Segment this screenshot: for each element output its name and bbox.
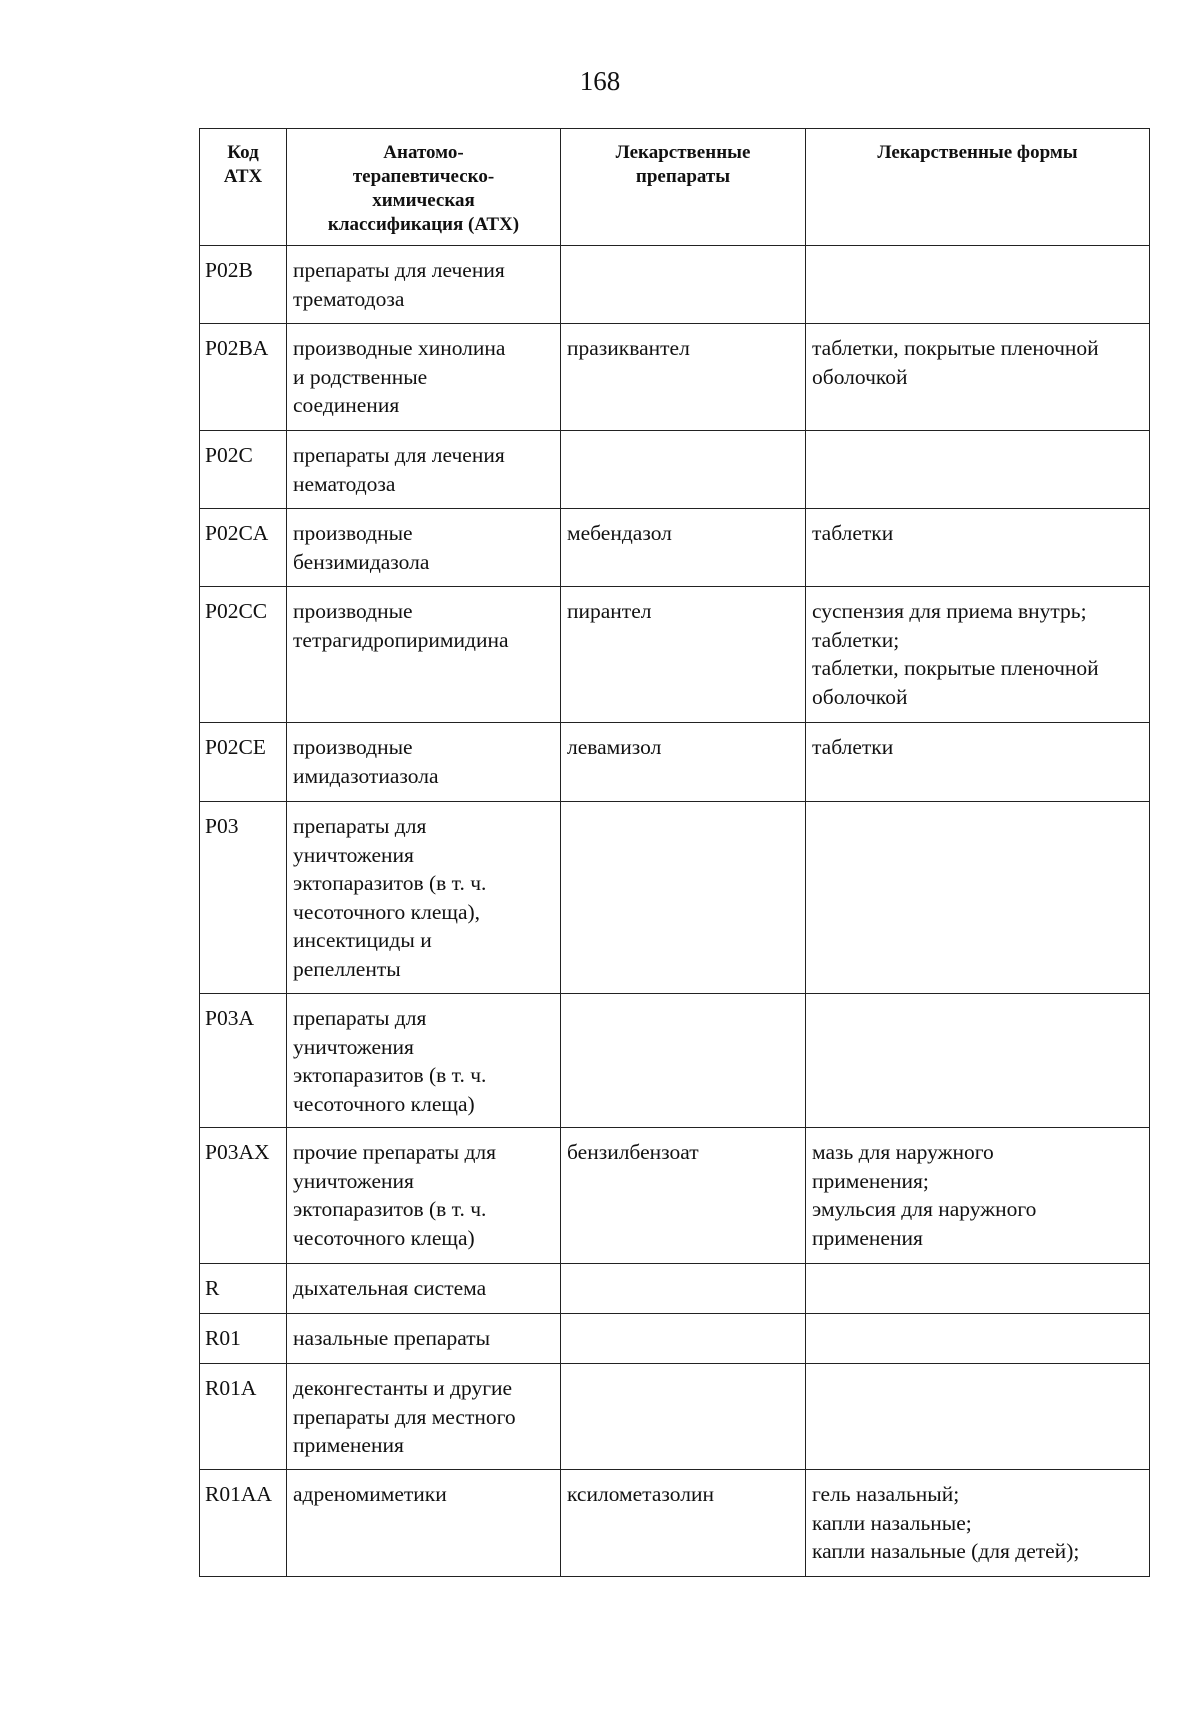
atx-code: R <box>200 1264 287 1314</box>
dosage-forms: гель назальный; капли назальные; капли назальные (для детей); <box>806 1470 1150 1577</box>
atx-classification: препараты для уничтожения эктопаразитов (в т. ч. чесоточного клеща), инсектициды и репелленты <box>287 802 561 994</box>
header-code: Код АТХ <box>200 129 287 246</box>
atx-table <box>199 128 1150 1577</box>
atx-classification: дыхательная система <box>287 1264 561 1314</box>
drug-name <box>561 431 806 509</box>
atx-classification: производные имидазотиазола <box>287 723 561 802</box>
drug-name: мебендазол <box>561 509 806 587</box>
drug-name <box>561 1314 806 1364</box>
atx-classification: деконгестанты и другие препараты для местного применения <box>287 1364 561 1470</box>
drug-name: левамизол <box>561 723 806 802</box>
table-row <box>200 994 1150 1128</box>
header-forms: Лекарственные формы <box>806 129 1150 246</box>
table-row <box>200 324 1150 431</box>
atx-classification: прочие препараты для уничтожения эктопаразитов (в т. ч. чесоточного клеща) <box>287 1128 561 1264</box>
dosage-forms <box>806 802 1150 994</box>
table-row <box>200 509 1150 587</box>
drug-name <box>561 1364 806 1470</box>
table-header-row <box>200 129 1150 246</box>
atx-code: R01 <box>200 1314 287 1364</box>
table-row <box>200 587 1150 723</box>
dosage-forms <box>806 246 1150 324</box>
drug-name <box>561 1264 806 1314</box>
dosage-forms <box>806 1364 1150 1470</box>
atx-classification: препараты для уничтожения эктопаразитов (в т. ч. чесоточного клеща) <box>287 994 561 1128</box>
drug-name <box>561 802 806 994</box>
drug-name <box>561 246 806 324</box>
dosage-forms: мазь для наружного применения; эмульсия для наружного применения <box>806 1128 1150 1264</box>
dosage-forms: таблетки, покрытые пленочной оболочкой <box>806 324 1150 431</box>
drug-name: бензилбензоат <box>561 1128 806 1264</box>
dosage-forms <box>806 1314 1150 1364</box>
atx-code: R01AA <box>200 1470 287 1577</box>
atx-code: P03AX <box>200 1128 287 1264</box>
dosage-forms <box>806 994 1150 1128</box>
atx-code: P02CC <box>200 587 287 723</box>
dosage-forms <box>806 431 1150 509</box>
table-row <box>200 1264 1150 1314</box>
atx-code: P03A <box>200 994 287 1128</box>
header-drugs: Лекарственные препараты <box>561 129 806 246</box>
page-number: 168 <box>579 66 621 96</box>
atx-classification: адреномиметики <box>287 1470 561 1577</box>
table-row <box>200 802 1150 994</box>
drug-name: празиквантел <box>561 324 806 431</box>
atx-code: R01A <box>200 1364 287 1470</box>
table-row <box>200 431 1150 509</box>
table-row <box>200 1128 1150 1264</box>
atx-classification: препараты для лечения нематодоза <box>287 431 561 509</box>
atx-code: P02CA <box>200 509 287 587</box>
dosage-forms <box>806 1264 1150 1314</box>
drug-name: ксилометазолин <box>561 1470 806 1577</box>
atx-code: P02B <box>200 246 287 324</box>
atx-classification: производные хинолина и родственные соединения <box>287 324 561 431</box>
atx-classification: производные бензимидазола <box>287 509 561 587</box>
header-classification: Анатомо- терапевтическо- химическая классификация (АТХ) <box>287 129 561 246</box>
table-row <box>200 1470 1150 1577</box>
atx-classification: препараты для лечения трематодоза <box>287 246 561 324</box>
dosage-forms: таблетки <box>806 509 1150 587</box>
atx-code: P02BA <box>200 324 287 431</box>
atx-code: P02C <box>200 431 287 509</box>
drug-name: пирантел <box>561 587 806 723</box>
table-row <box>200 723 1150 802</box>
dosage-forms: суспензия для приема внутрь; таблетки; таблетки, покрытые пленочной оболочкой <box>806 587 1150 723</box>
table-row <box>200 1364 1150 1470</box>
atx-code: P02CE <box>200 723 287 802</box>
atx-classification: производные тетрагидропиримидина <box>287 587 561 723</box>
dosage-forms: таблетки <box>806 723 1150 802</box>
atx-classification: назальные препараты <box>287 1314 561 1364</box>
atx-code: P03 <box>200 802 287 994</box>
table-row <box>200 1314 1150 1364</box>
drug-name <box>561 994 806 1128</box>
table-row <box>200 246 1150 324</box>
